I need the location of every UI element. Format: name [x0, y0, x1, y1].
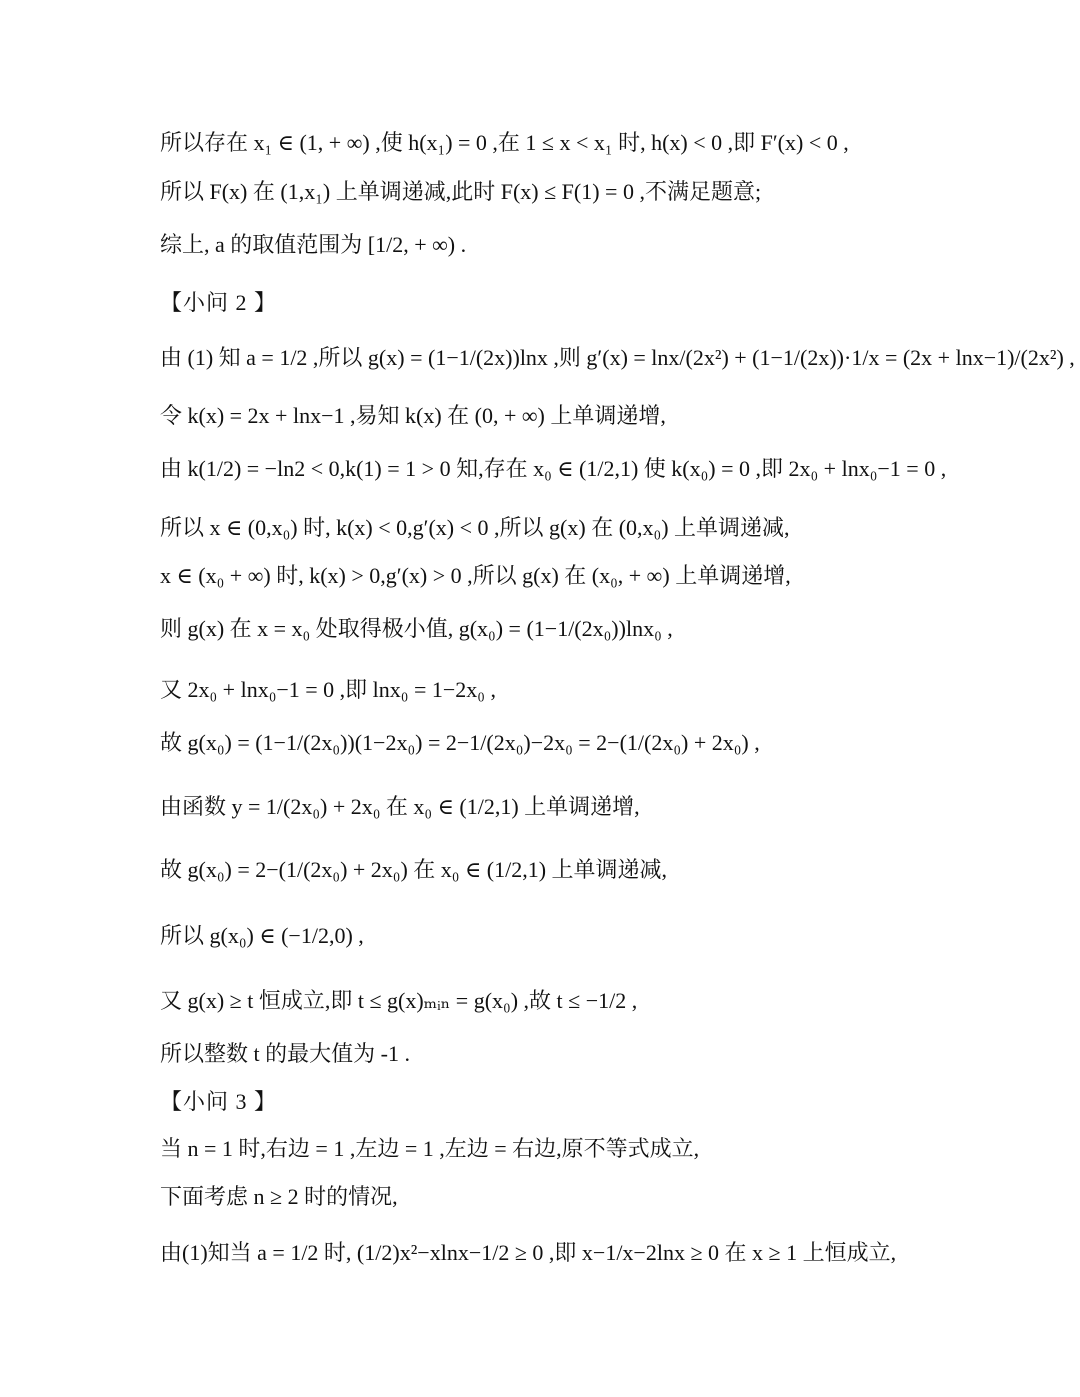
text-line: 当 n = 1 时,右边 = 1 ,左边 = 1 ,左边 = 右边,原不等式成立, — [160, 1136, 700, 1161]
text-line: 由(1)知当 a = 1/2 时, (1/2)x²−xlnx−1/2 ≥ 0 ,即 x−1/x−2lnx ≥ 0 在 x ≥ 1 上恒成立, — [160, 1240, 897, 1265]
text-line: 则 g(x) 在 x = x₀ 处取得极小值, g(x₀) = (1−1/(2x₀))lnx₀ , — [160, 616, 673, 641]
text-line: 又 2x₀ + lnx₀−1 = 0 ,即 lnx₀ = 1−2x₀ , — [160, 677, 496, 702]
section-heading: 【小问 3 】 — [160, 1089, 278, 1114]
text-line: 由 k(1/2) = −ln2 < 0,k(1) = 1 > 0 知,存在 x₀ ∈ (1/2,1) 使 k(x₀) = 0 ,即 2x₀ + lnx₀−1 = 0 , — [160, 456, 947, 481]
text-line: 综上, a 的取值范围为 [1/2, + ∞) . — [160, 232, 467, 257]
text-line: 下面考虑 n ≥ 2 时的情况, — [160, 1184, 398, 1209]
text-line: 所以 x ∈ (0,x₀) 时, k(x) < 0,g′(x) < 0 ,所以 g(x) 在 (0,x₀) 上单调递减, — [160, 515, 790, 540]
text-line: 所以 g(x₀) ∈ (−1/2,0) , — [160, 923, 364, 948]
text-line: 由 (1) 知 a = 1/2 ,所以 g(x) = (1−1/(2x))lnx ,则 g′(x) = lnx/(2x²) + (1−1/(2x))·1/x = (2x + lnx−1)/(2x²) , — [160, 345, 1075, 370]
text-line: 所以存在 x₁ ∈ (1, + ∞) ,使 h(x₁) = 0 ,在 1 ≤ x < x₁ 时, h(x) < 0 ,即 F′(x) < 0 , — [160, 130, 849, 155]
text-line: 由函数 y = 1/(2x₀) + 2x₀ 在 x₀ ∈ (1/2,1) 上单调递增, — [160, 794, 640, 819]
section-heading: 【小问 2 】 — [160, 290, 278, 315]
text-line: 又 g(x) ≥ t 恒成立,即 t ≤ g(x)ₘᵢₙ = g(x₀) ,故 t ≤ −1/2 , — [160, 988, 638, 1013]
text-line: 所以 F(x) 在 (1,x₁) 上单调递减,此时 F(x) ≤ F(1) = 0 ,不满足题意; — [160, 179, 762, 204]
text-line: 所以整数 t 的最大值为 -1 . — [160, 1041, 410, 1066]
text-line: 令 k(x) = 2x + lnx−1 ,易知 k(x) 在 (0, + ∞) 上单调递增, — [160, 403, 666, 428]
text-line: 故 g(x₀) = 2−(1/(2x₀) + 2x₀) 在 x₀ ∈ (1/2,1) 上单调递减, — [160, 857, 668, 882]
text-line: x ∈ (x₀ + ∞) 时, k(x) > 0,g′(x) > 0 ,所以 g(x) 在 (x₀, + ∞) 上单调递增, — [160, 563, 791, 588]
text-line: 故 g(x₀) = (1−1/(2x₀))(1−2x₀) = 2−1/(2x₀)−2x₀ = 2−(1/(2x₀) + 2x₀) , — [160, 730, 760, 755]
